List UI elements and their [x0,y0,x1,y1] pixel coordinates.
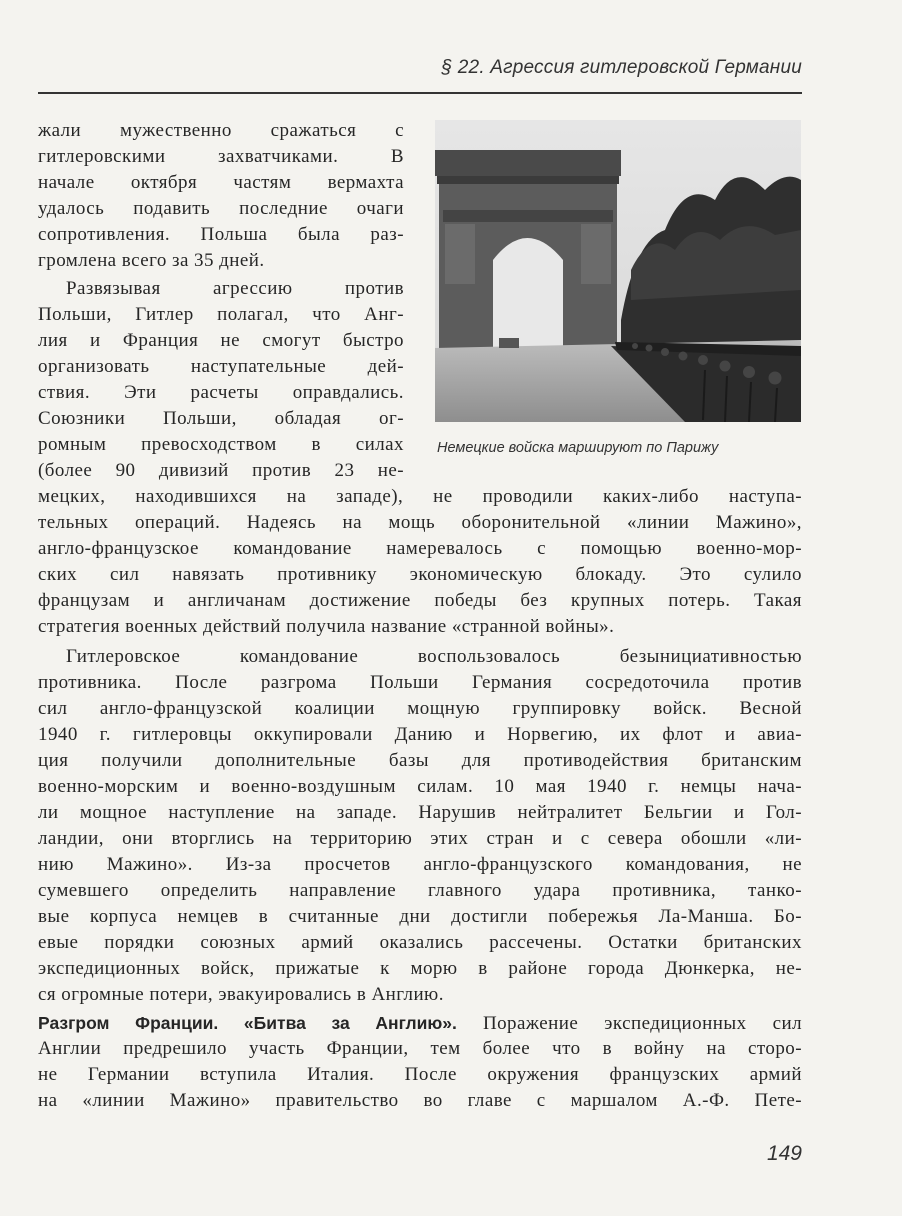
text-line: мецких, находившихся на западе), не проводили каких-либо наступа- [38,486,802,507]
text-line: противника. После разгрома Польши Германия сосредоточила против [38,672,802,693]
text-line: нию Мажино». Из-за просчетов англо-французского командования, не [38,854,802,875]
text-line: военно-морским и военно-воздушным силам. 10 мая 1940 г. немцы нача- [38,776,802,797]
text-line: сил англо-французской коалиции мощную группировку войск. Весной [38,698,802,719]
text-line: сумевшего определить направление главного удара противника, танко- [38,880,802,901]
subsection-first-line-text: Поражение экспедиционных сил [456,1013,802,1034]
text-line: гитлеровскими захватчиками. В [38,146,404,167]
text-line: ствия. Эти расчеты оправдались. [38,382,404,403]
text-line: 1940 г. гитлеровцы оккупировали Данию и Норвегию, их флот и авиа- [38,724,802,745]
photo-troops-marching-paris [435,120,801,422]
text-line: ромным превосходством в силах [38,434,404,455]
text-line: Союзники Польши, обладая ог- [38,408,404,429]
text-line: французам и англичанам достижение победы без крупных потерь. Такая [38,590,802,611]
text-line: евые порядки союзных армий оказались рассечены. Остатки британских [38,932,802,953]
text-line: ли мощное наступление на западе. Нарушив нейтралитет Бельгии и Гол- [38,802,802,823]
text-line: Развязывая агрессию против [66,278,404,299]
text-line: сопротивления. Польша была раз- [38,224,404,245]
text-line: организовать наступательные дей- [38,356,404,377]
text-line: начале октября частям вермахта [38,172,404,193]
header-rule [38,92,802,94]
photo-caption: Немецкие войска маршируют по Парижу [437,440,719,456]
text-line: не Германии вступила Италия. После окружения французских армий [38,1064,802,1085]
text-line: экспедиционных войск, прижатые к морю в районе города Дюнкерка, не- [38,958,802,979]
text-line: на «линии Мажино» правительство во главе с маршалом А.-Ф. Пете- [38,1090,802,1111]
text-line: вые корпуса немцев в считанные дни достигли побережья Ла-Манша. Бо- [38,906,802,927]
running-header: § 22. Агрессия гитлеровской Германии [441,57,802,78]
subsection-heading: Разгром Франции. «Битва за Англию». [38,1013,457,1033]
text-line: стратегия военных действий получила название «странной войны». [38,616,615,637]
text-line: удалось подавить последние очаги [38,198,404,219]
text-line: англо-французское командование намеревалось с помощью военно-мор- [38,538,802,559]
text-line: тельных операций. Надеясь на мощь оборонительной «линии Мажино», [38,512,802,533]
text-line: Гитлеровское командование воспользовалось безынициативностью [66,646,802,667]
text-line: Англии предрешило участь Франции, тем более что в войну на сторо- [38,1038,802,1059]
text-line: ландии, они вторглись на территорию этих стран и с севера обошли «ли- [38,828,802,849]
text-line: (более 90 дивизий против 23 не- [38,460,404,481]
page-number: 149 [766,1142,802,1165]
arc-de-triomphe-photo-image [435,120,801,422]
text-line: ских сил навязать противнику экономическую блокаду. Это сулило [38,564,802,585]
text-line: ция получили дополнительные базы для противодействия британским [38,750,802,771]
text-line: ся огромные потери, эвакуировались в Англию. [38,984,444,1005]
subsection-first-line [38,1010,802,1036]
text-line: жали мужественно сражаться с [38,120,404,141]
text-line: лия и Франция не смогут быстро [38,330,404,351]
text-line: Польши, Гитлер полагал, что Анг- [38,304,404,325]
text-line: громлена всего за 35 дней. [38,250,265,271]
